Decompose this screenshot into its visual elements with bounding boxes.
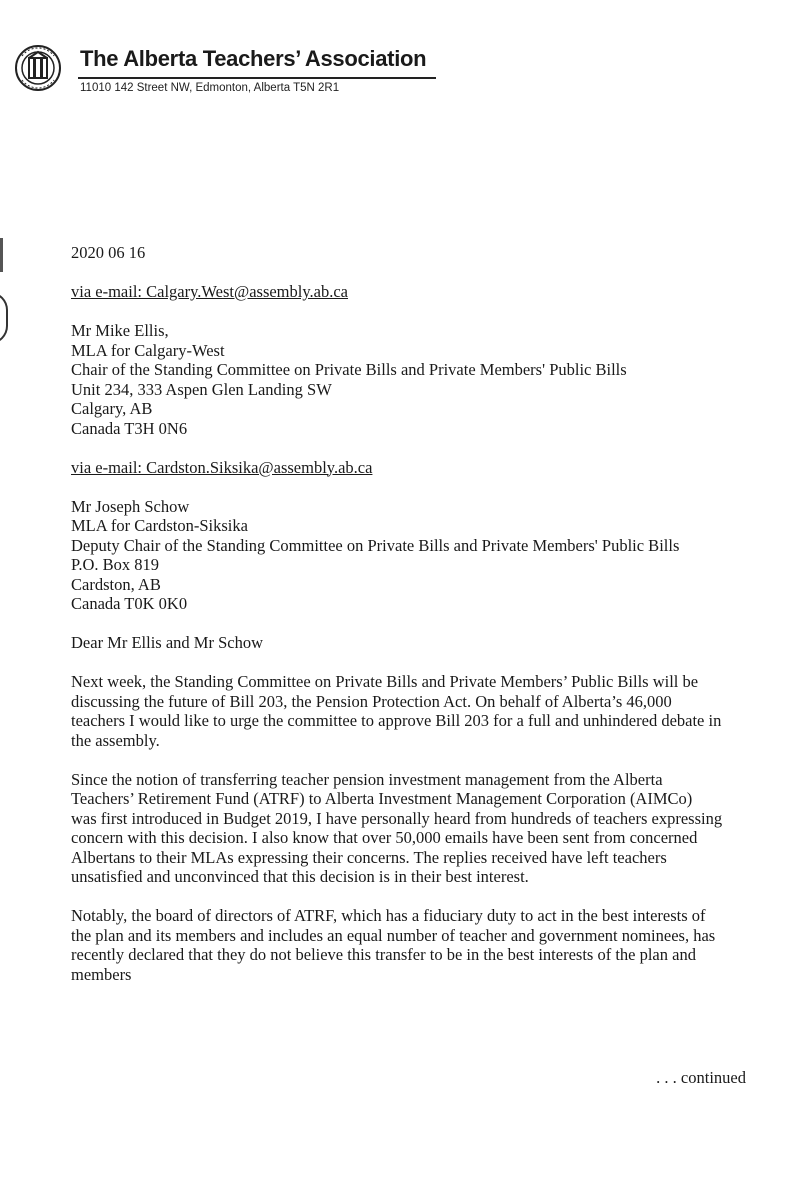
paragraph-line: discussing the future of Bill 203, the Pension Protection Act. On behalf of Alberta’s 46,000	[71, 691, 672, 711]
paragraph-line: concern with this decision. I also know that over 50,000 emails have been sent from concerned	[71, 828, 698, 847]
paragraph-line: Next week, the Standing Committee on Private Bills and Private Members’ Public Bills will be	[71, 672, 699, 691]
paragraph-line: Albertans to their MLAs expressing their concerns. The replies received have left teachers	[71, 847, 667, 867]
binder-ring-mark	[0, 292, 8, 344]
paragraph-3	[71, 906, 761, 984]
letterhead-rule	[78, 77, 436, 79]
address-line: MLA for Calgary-West	[71, 340, 225, 360]
address-line: Mr Mike Ellis,	[71, 321, 169, 340]
paragraph-line: unsatisfied and unconvinced that this decision is in their best interest.	[71, 867, 529, 886]
letter-date: 2020 06 16	[71, 243, 146, 262]
org-name: The Alberta Teachers’ Association	[80, 46, 427, 71]
paragraph-line: the plan and its members and includes an equal number of teacher and government nominees, has	[71, 925, 716, 945]
scan-edge-mark	[0, 238, 3, 272]
recipient-address-ellis	[71, 321, 761, 438]
paragraph-line: Notably, the board of directors of ATRF, which has a fiduciary duty to act in the best interests of	[71, 906, 706, 925]
address-line: Canada T0K 0K0	[71, 594, 188, 613]
address-line: Deputy Chair of the Standing Committee on Private Bills and Private Members' Public Bills	[71, 535, 680, 555]
letter-body	[71, 243, 761, 984]
paragraph-line: Teachers’ Retirement Fund (ATRF) to Alberta Investment Management Corporation (AIMCo)	[71, 789, 693, 808]
salutation: Dear Mr Ellis and Mr Schow	[71, 633, 264, 652]
letterhead	[14, 40, 434, 104]
paragraph-2	[71, 770, 761, 887]
address-line: Canada T3H 0N6	[71, 418, 188, 438]
paragraph-line: members	[71, 964, 132, 984]
email-link-cardston-siksika[interactable]: via e-mail: Cardston.Siksika@assembly.ab.ca	[71, 457, 373, 477]
paragraph-line: Since the notion of transferring teacher pension investment management from the Alberta	[71, 769, 663, 789]
association-seal-icon	[14, 40, 62, 100]
address-line: Unit 234, 333 Aspen Glen Landing SW	[71, 379, 332, 399]
address-line: Mr Joseph Schow	[71, 496, 190, 516]
address-line: P.O. Box 819	[71, 555, 160, 574]
paragraph-line: recently declared that they do not believe this transfer to be in the best interests of the plan and	[71, 945, 696, 964]
address-line: Chair of the Standing Committee on Private Bills and Private Members' Public Bills	[71, 360, 627, 379]
recipient-address-schow	[71, 497, 761, 614]
address-line: Calgary, AB	[71, 399, 153, 418]
address-line: Cardston, AB	[71, 574, 161, 594]
continued-note: . . . continued	[656, 1068, 746, 1087]
paragraph-line: was first introduced in Budget 2019, I have personally heard from hundreds of teachers expressing	[71, 808, 723, 828]
paragraph-1	[71, 672, 761, 750]
paragraph-line: the assembly.	[71, 730, 160, 750]
org-address: 11010 142 Street NW, Edmonton, Alberta T5N 2R1	[80, 82, 340, 94]
email-link-calgary-west[interactable]: via e-mail: Calgary.West@assembly.ab.ca	[71, 282, 349, 301]
paragraph-line: teachers I would like to urge the committee to approve Bill 203 for a full and unhindered debate in	[71, 711, 722, 730]
address-line: MLA for Cardston-Siksika	[71, 516, 248, 535]
